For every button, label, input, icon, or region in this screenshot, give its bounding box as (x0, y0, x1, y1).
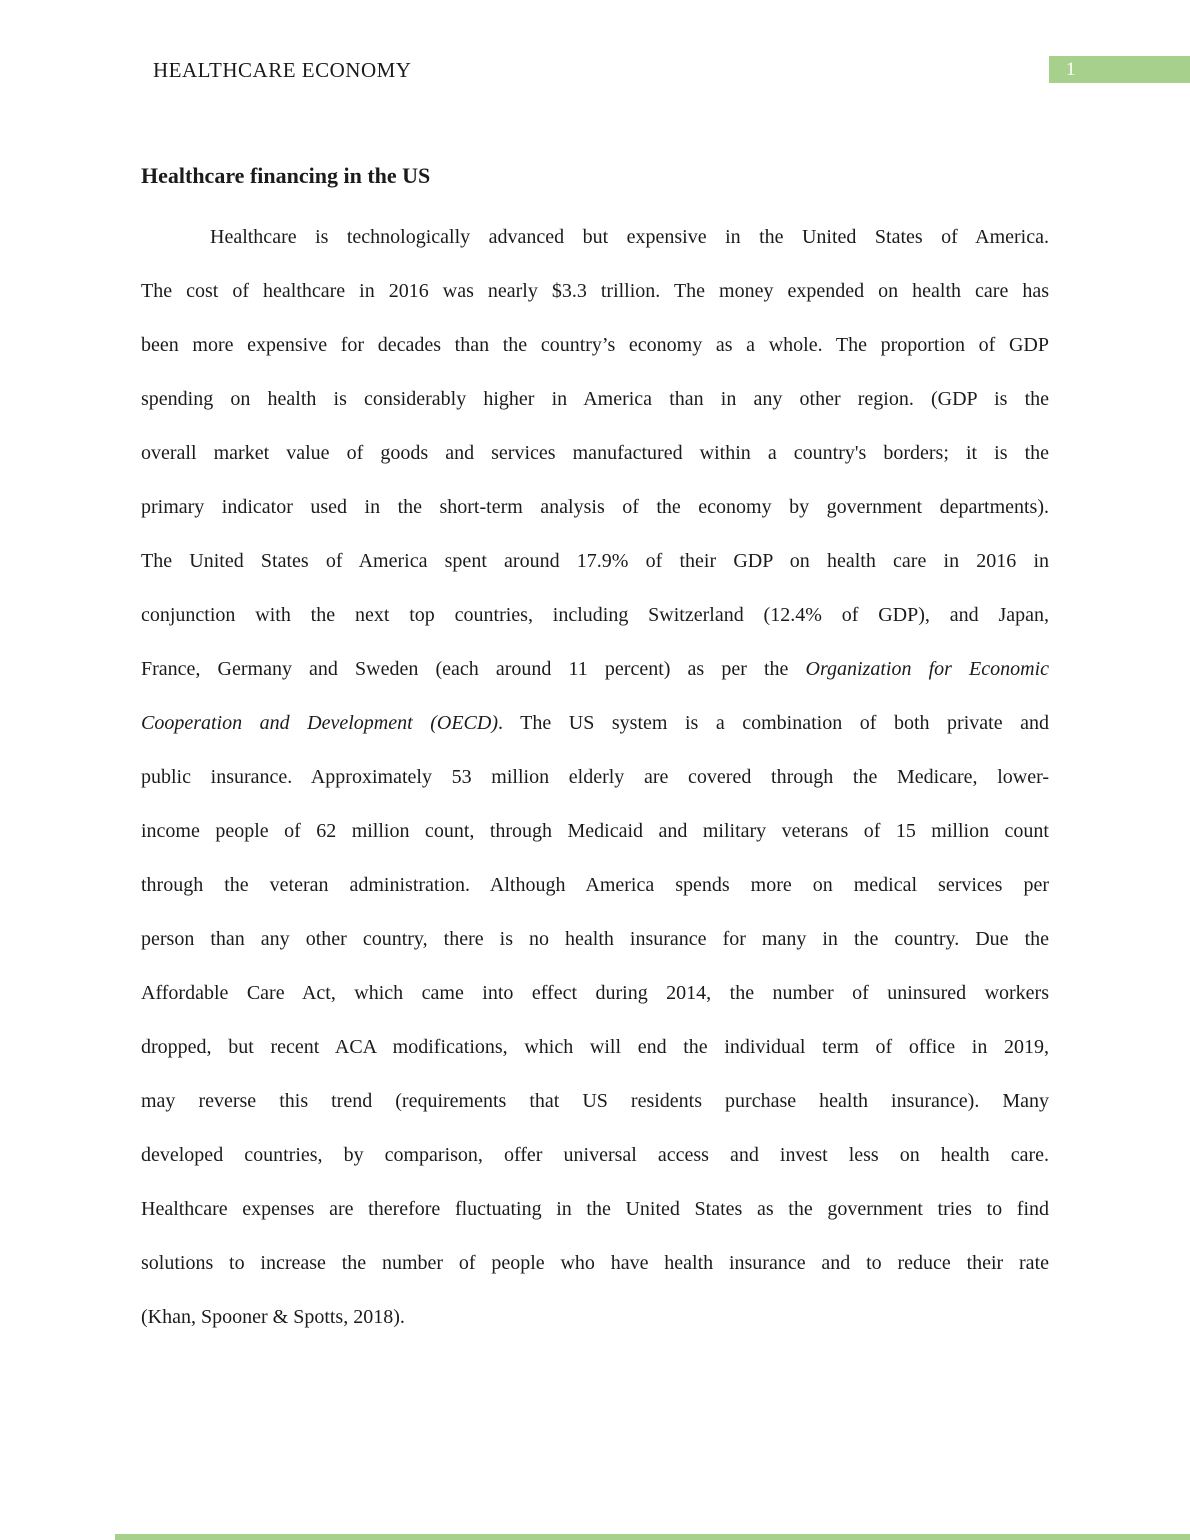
body-text: conjunction with the next top countries, including Switzerland (12.4% of GDP), and Japan, (141, 604, 1049, 626)
body-text: spending on health is considerably higher in America than in any other region. (GDP is the (141, 388, 1049, 410)
body-text: solutions to increase the number of people who have health insurance and to reduce their rate (141, 1252, 1049, 1274)
body-text: developed countries, by comparison, offer universal access and invest less on health care. (141, 1144, 1049, 1166)
page-number-badge (1049, 56, 1190, 83)
body-line (141, 1182, 1049, 1236)
body-text: person than any other country, there is no health insurance for many in the country. Due the (141, 928, 1049, 950)
body-line (141, 264, 1049, 318)
body-text: . The US system is a combination of both private and (497, 712, 1049, 734)
body-text-italic: Organization for Economic (805, 658, 1050, 680)
body-text: been more expensive for decades than the country’s economy as a whole. The proportion of GDP (141, 334, 1049, 356)
body-text: primary indicator used in the short-term analysis of the economy by government departments). (141, 496, 1049, 518)
body-text: income people of 62 million count, through Medicaid and military veterans of 15 million count (141, 820, 1049, 842)
body-line (141, 1128, 1049, 1182)
running-head: HEALTHCARE ECONOMY (153, 58, 412, 82)
page-title: Healthcare financing in the US (141, 163, 431, 188)
body-text: overall market value of goods and services manufactured within a country's borders; it is the (141, 442, 1049, 464)
essay-paragraph (141, 210, 1049, 1344)
body-line (141, 696, 1049, 750)
body-line (141, 966, 1049, 1020)
body-line (141, 858, 1049, 912)
body-text: The cost of healthcare in 2016 was nearly $3.3 trillion. The money expended on health care has (141, 280, 1049, 302)
body-text: through the veteran administration. Although America spends more on medical services per (141, 874, 1049, 896)
body-line (141, 1020, 1049, 1074)
body-text: public insurance. Approximately 53 million elderly are covered through the Medicare, lower- (141, 766, 1049, 788)
body-line (141, 1236, 1049, 1290)
body-line (141, 318, 1049, 372)
body-line (141, 804, 1049, 858)
body-line (141, 588, 1049, 642)
body-line (141, 534, 1049, 588)
body-text: France, Germany and Sweden (each around 11 percent) as per the (141, 658, 806, 680)
body-line (141, 642, 1049, 696)
body-text: dropped, but recent ACA modifications, which will end the individual term of office in 2019, (141, 1036, 1049, 1058)
body-line (141, 912, 1049, 966)
body-text-italic: Cooperation and Development (OECD) (141, 712, 498, 734)
body-text: may reverse this trend (requirements that US residents purchase health insurance). Many (141, 1090, 1049, 1112)
body-text: The United States of America spent around 17.9% of their GDP on health care in 2016 in (141, 550, 1049, 572)
body-text: Affordable Care Act, which came into effect during 2014, the number of uninsured workers (141, 982, 1049, 1004)
body-line (141, 480, 1049, 534)
body-line (141, 426, 1049, 480)
body-line (141, 210, 1049, 264)
body-line (141, 1290, 1049, 1344)
body-text: Healthcare is technologically advanced but expensive in the United States of America. (210, 226, 1049, 248)
body-line (141, 1074, 1049, 1128)
body-line (141, 372, 1049, 426)
body-text: Healthcare expenses are therefore fluctuating in the United States as the government tries to find (141, 1198, 1049, 1220)
next-page-highlight-strip (115, 1534, 1190, 1540)
body-line (141, 750, 1049, 804)
body-text: (Khan, Spooner & Spotts, 2018). (141, 1306, 405, 1328)
page-number: 1 (1066, 59, 1076, 80)
